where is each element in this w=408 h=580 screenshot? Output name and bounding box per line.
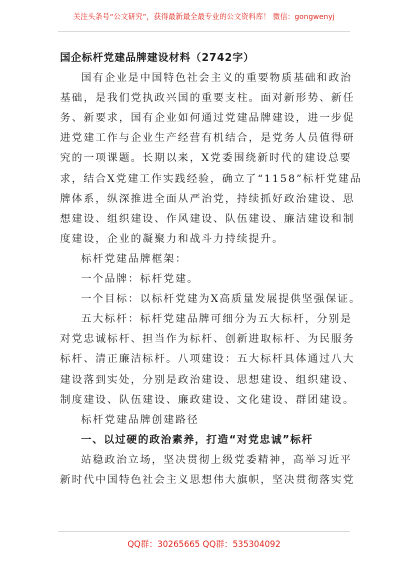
text-line: 站稳政治立场，坚决贯彻上级党委精神，高举习近平	[81, 453, 353, 466]
text-line: 标杆、清正廉洁标杆。八项建设：五大标杆具体通过八大	[60, 353, 355, 366]
header-divider	[58, 31, 350, 32]
text-line: 度建设，企业的凝聚力和战斗力持续提升。	[60, 232, 285, 245]
text-line: 新时代中国特色社会主义思想伟大旗帜，坚决贯彻落实党	[60, 473, 355, 486]
text-line: 务、新要求，国有企业如何通过党建品牌建设，进一步促	[60, 112, 355, 125]
text-line: 牌体系，纵深推进全面从严治党，持续抓好政治建设、思	[60, 192, 355, 205]
text-line: 建设落到实处，分别是政治建设、思想建设、组织建设、	[60, 373, 355, 386]
text-line: 标杆党建品牌创建路径	[81, 413, 199, 426]
text-line: 国有企业是中国特色社会主义的重要物质基础和政治	[81, 72, 353, 85]
text-line: 基础，是我们党执政兴国的重要支柱。面对新形势、新任	[60, 92, 355, 105]
footer-contact: QQ群：30265665 QQ群：535304092	[127, 539, 281, 549]
page-header	[0, 0, 408, 44]
text-line: 一个品牌：标杆党建。	[81, 273, 199, 286]
header-banner: 关注头条号“公文研究”，获得最新最全最专业的公文资料库！ 微信：gongwenyj	[73, 12, 335, 21]
text-line: 对党忠诚标杆、担当作为标杆、创新进取标杆、为民服务	[60, 333, 355, 346]
text-line: 五大标杆：标杆党建品牌可细分为五大标杆，分别是	[81, 313, 353, 326]
document-title: 国企标杆党建品牌建设材料（2742字）	[60, 52, 255, 64]
page-footer	[0, 531, 408, 580]
text-line: 进党建工作与企业生产经营有机结合，是党务人员值得研	[60, 132, 355, 145]
text-line: 标杆党建品牌框架：	[81, 252, 188, 265]
text-line: 究的一项课题。长期以来，X党委围绕新时代的建设总要	[60, 152, 352, 165]
text-line: 求，结合X党建工作实践经验，确立了“1158”标杆党建品	[60, 172, 362, 185]
text-line: 制度建设、队伍建设、廉政建设、文化建设、群团建设。	[60, 393, 355, 406]
text-line: 想建设、组织建设、作风建设、队伍建设、廉洁建设和制	[60, 212, 355, 225]
text-line: 一个目标：以标杆党建为X高质量发展提供坚强保证。	[81, 293, 361, 306]
footer-divider	[58, 531, 350, 532]
paragraph-lines	[60, 68, 362, 490]
document-body	[60, 48, 362, 490]
section-heading: 一、以过硬的政治素养，打造“对党忠诚”标杆	[81, 433, 314, 446]
